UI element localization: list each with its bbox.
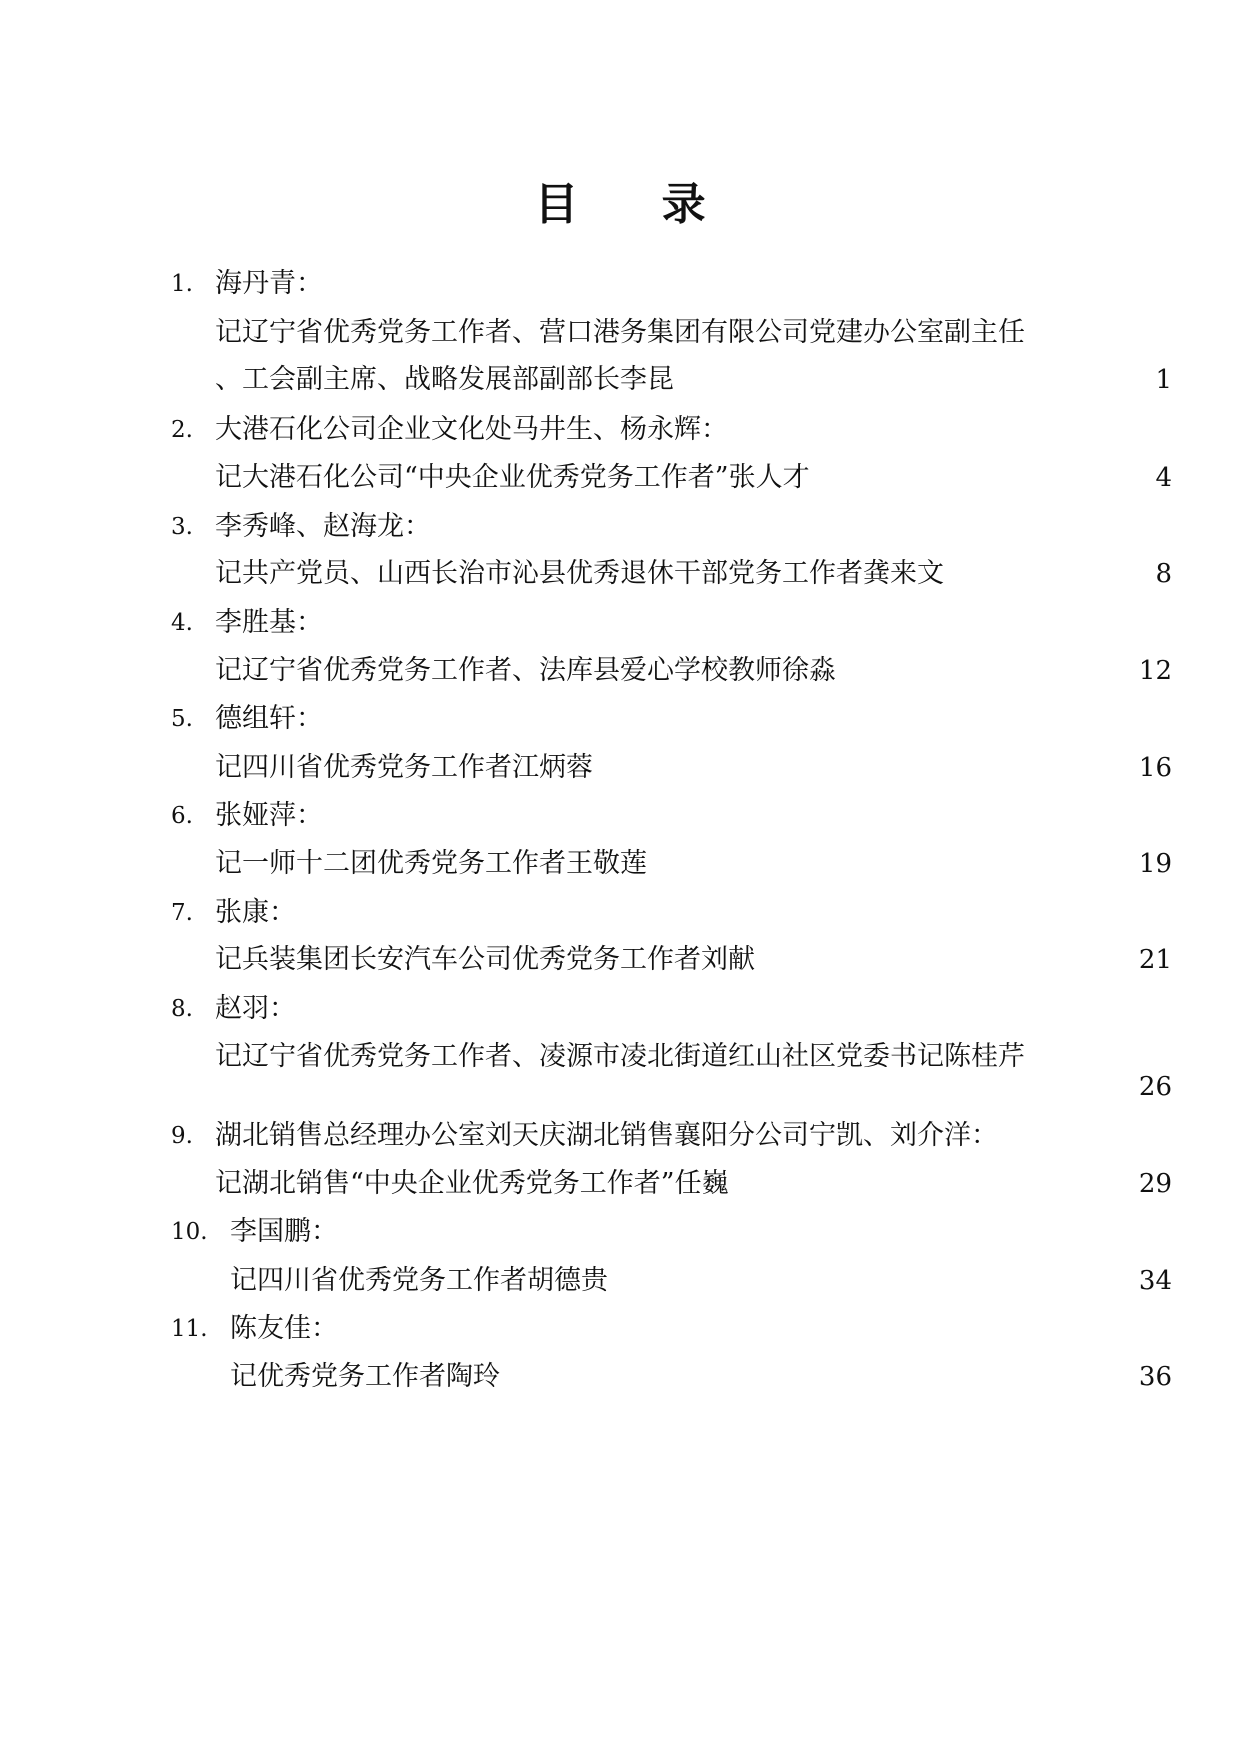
entry-authors: 张娅萍： xyxy=(215,800,323,831)
entry-page-number: 26 xyxy=(1138,1072,1172,1102)
entry-subtitle: 记大港石化公司“中央企业优秀党务工作者”张人才 xyxy=(215,462,810,493)
entry-page-number: 1 xyxy=(1155,365,1172,395)
entry-page-number: 16 xyxy=(1138,753,1172,783)
entry-authors: 李国鹏： xyxy=(230,1216,338,1247)
entry-authors: 陈友佳： xyxy=(230,1313,338,1344)
entry-authors: 赵羽： xyxy=(215,993,296,1024)
entry-subtitle: 记四川省优秀党务工作者胡德贵 xyxy=(230,1265,608,1296)
entry-subtitle: 记辽宁省优秀党务工作者、凌源市凌北街道红山社区党委书记陈桂芹 xyxy=(215,1041,1025,1072)
entry-authors: 湖北销售总经理办公室刘天庆湖北销售襄阳分公司宁凯、刘介洋： xyxy=(215,1120,998,1151)
entry-page-number: 12 xyxy=(1138,656,1172,686)
entry-page-number: 34 xyxy=(1138,1266,1172,1296)
page-title: 目 录 xyxy=(534,179,740,230)
entry-page-number: 36 xyxy=(1138,1362,1172,1392)
entry-number: 3. xyxy=(171,514,193,540)
entry-number: 7. xyxy=(171,900,193,926)
entry-subtitle: 记湖北销售“中央企业优秀党务工作者”任巍 xyxy=(215,1168,729,1199)
entry-page-number: 29 xyxy=(1138,1169,1172,1199)
entry-authors: 海丹青： xyxy=(215,268,323,299)
entry-subtitle: 记兵装集团长安汽车公司优秀党务工作者刘献 xyxy=(215,944,755,975)
entry-authors: 张康： xyxy=(215,897,296,928)
entry-number: 5. xyxy=(171,706,193,732)
entry-subtitle: 记共产党员、山西长治市沁县优秀退休干部党务工作者龚来文 xyxy=(215,558,944,589)
entry-subtitle: 、工会副主席、战略发展部副部长李昆 xyxy=(215,364,674,395)
entry-page-number: 19 xyxy=(1138,849,1172,879)
entry-authors: 李胜基： xyxy=(215,607,323,638)
entry-number: 6. xyxy=(171,803,193,829)
entry-subtitle: 记辽宁省优秀党务工作者、法库县爱心学校教师徐淼 xyxy=(215,655,836,686)
entry-authors: 德组轩： xyxy=(215,703,323,734)
entry-number: 11. xyxy=(171,1316,208,1342)
entry-subtitle: 记一师十二团优秀党务工作者王敬莲 xyxy=(215,848,647,879)
entry-page-number: 21 xyxy=(1138,945,1172,975)
entry-page-number: 8 xyxy=(1155,559,1172,589)
entry-subtitle: 记四川省优秀党务工作者江炳蓉 xyxy=(215,752,593,783)
entry-subtitle: 记辽宁省优秀党务工作者、营口港务集团有限公司党建办公室副主任 xyxy=(215,317,1025,348)
entry-number: 10. xyxy=(171,1219,208,1245)
entry-number: 1. xyxy=(171,271,193,297)
entry-number: 8. xyxy=(171,996,193,1022)
entry-number: 4. xyxy=(171,610,193,636)
entry-authors: 大港石化公司企业文化处马井生、杨永辉： xyxy=(215,414,728,445)
entry-subtitle: 记优秀党务工作者陶玲 xyxy=(230,1361,500,1392)
entry-number: 2. xyxy=(171,417,193,443)
entry-page-number: 4 xyxy=(1155,463,1172,493)
entry-number: 9. xyxy=(171,1123,193,1149)
entry-authors: 李秀峰、赵海龙： xyxy=(215,511,431,542)
